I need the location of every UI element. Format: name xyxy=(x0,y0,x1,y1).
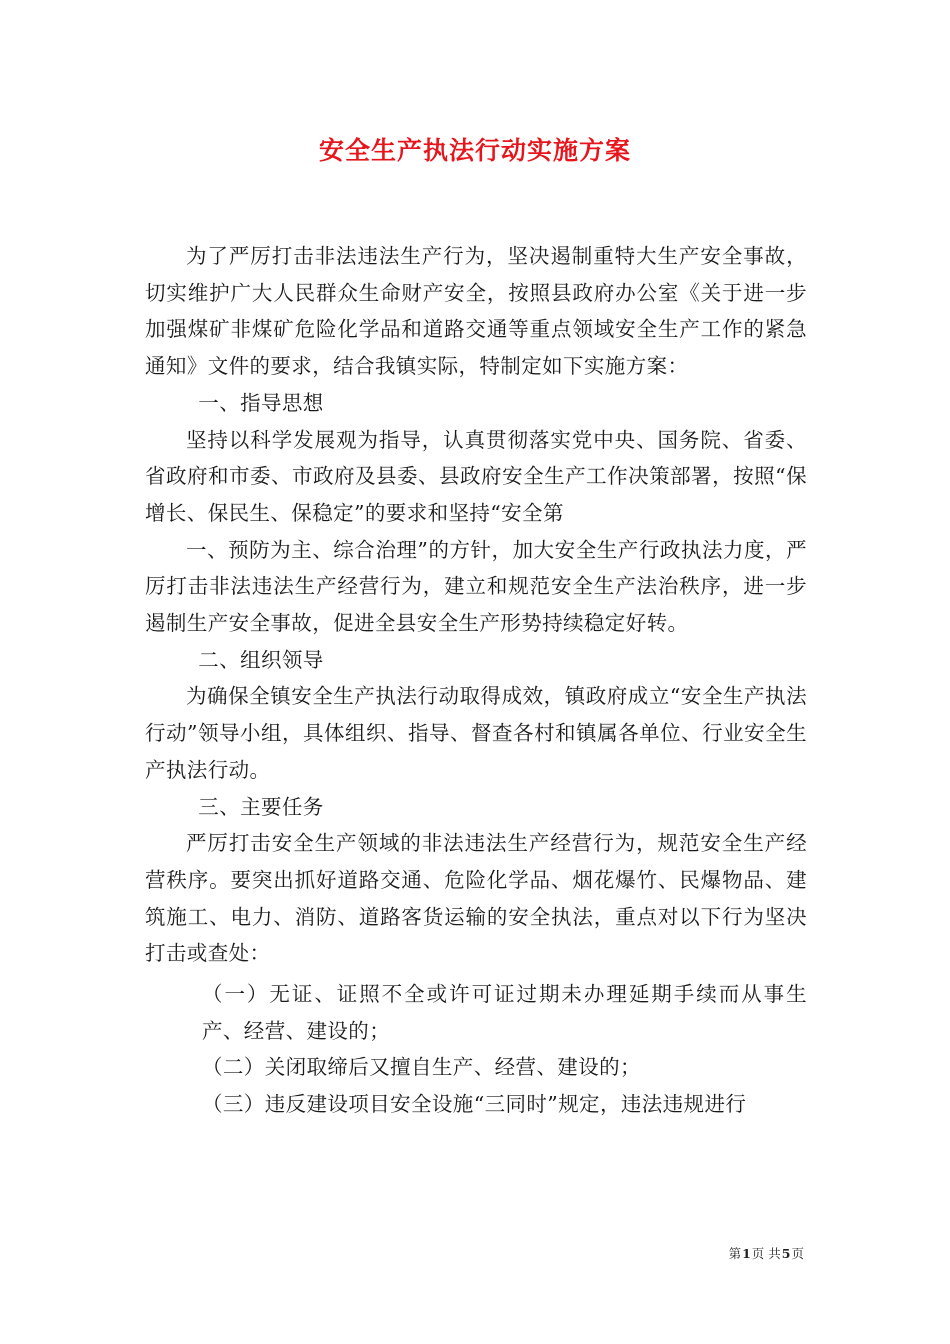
section-heading-guiding-ideology: 一、指导思想 xyxy=(198,390,324,415)
guiding-ideology-paragraph: 坚持以科学发展观为指导，认真贯彻落实党中央、国务院、省委、省政府和市委、市政府及县委、县政府安全生产工作决策部署，按照“保增长、保民生、保稳定”的要求和坚持“安全第 xyxy=(145,427,807,525)
guiding-ideology-paragraph-continued: 一、预防为主、综合治理”的方针，加大安全生产行政执法力度，严厉打击非法违法生产经营行为，建立和规范安全生产法治秩序，进一步遏制生产安全事故，促进全县安全生产形势持续稳定好转。 xyxy=(145,537,807,636)
total-pages-number: 5 xyxy=(781,1246,791,1261)
document-title: 安全生产执法行动实施方案 xyxy=(318,136,631,165)
current-page-number: 1 xyxy=(742,1246,751,1261)
footer-prefix: 第 xyxy=(728,1246,742,1261)
page-number-footer xyxy=(729,1246,804,1262)
list-item: （三）违反建设项目安全设施“三同时”规定，违法违规进行 xyxy=(202,1092,747,1117)
section-heading-organization: 二、组织领导 xyxy=(198,647,324,672)
organization-paragraph: 为确保全镇安全生产执法行动取得成效，镇政府成立“安全生产执法行动”领导小组，具体组织、指导、督查各村和镇属各单位、行业安全生产执法行动。 xyxy=(145,684,807,782)
document-body xyxy=(145,238,807,1123)
list-item: （一）无证、证照不全或许可证过期未办理延期手续而从事生产、经营、建设的； xyxy=(202,982,807,1043)
intro-paragraph: 为了严厉打击非法违法生产行为，坚决遏制重特大生产安全事故，切实维护广大人民群众生命财产安全，按照县政府办公室《关于进一步加强煤矿非煤矿危险化学品和道路交通等重点领域安全生产工作的紧急通知》文件的要求，结合我镇实际，特制定如下实施方案： xyxy=(145,244,807,379)
main-tasks-paragraph: 严厉打击安全生产领域的非法违法生产经营行为，规范安全生产经营秩序。要突出抓好道路交通、危险化学品、烟花爆竹、民爆物品、建筑施工、电力、消防、道路客货运输的安全执法，重点对以下行为坚决打击或查处： xyxy=(145,831,807,966)
footer-middle: 页 共 xyxy=(751,1246,781,1261)
list-item: （二）关闭取缔后又擅自生产、经营、建设的； xyxy=(202,1055,641,1080)
footer-suffix: 页 xyxy=(791,1246,804,1261)
section-heading-main-tasks: 三、主要任务 xyxy=(198,794,324,819)
